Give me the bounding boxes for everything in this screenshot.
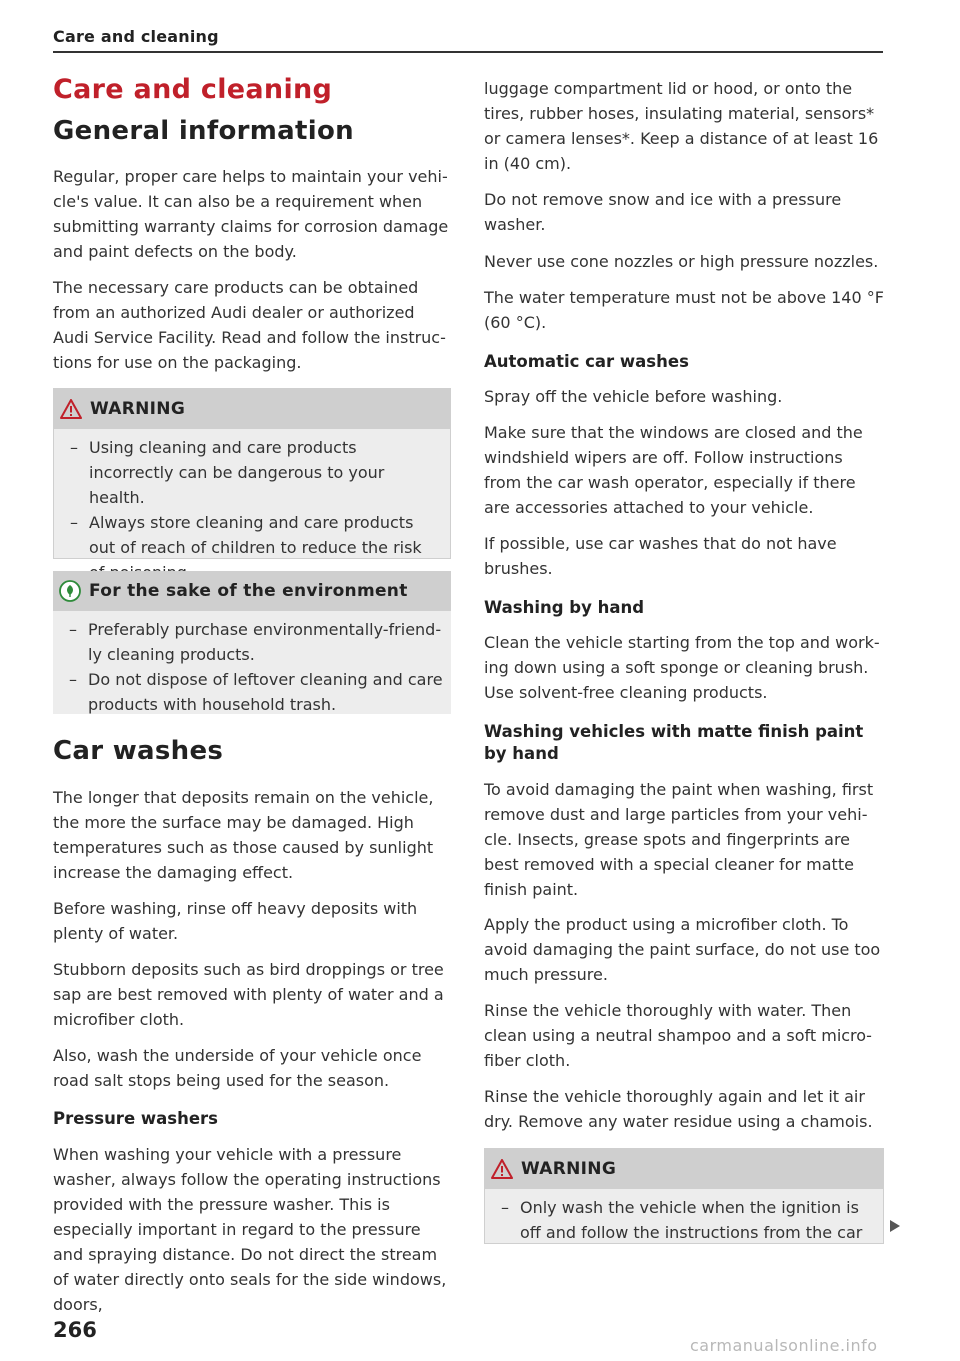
header-rule [53, 51, 883, 53]
paragraph-matte-2: Apply the product using a microfiber cloth. To avoid damaging the paint surface, do not use too much pressure. [484, 915, 881, 984]
subheading-automatic: Automatic car washes [484, 352, 689, 371]
paragraph-general-2: The necessary care products can be obtained from an authorized Audi dealer or authorized Audi Service Facility. Read and follow the instructions for use on the packaging. [53, 278, 446, 372]
warning-header [54, 389, 450, 429]
warning-triangle-icon [491, 1159, 513, 1179]
paragraph-carwash-4: Also, wash the underside of your vehicle once road salt stops being used for the season. [53, 1046, 422, 1090]
continue-arrow-icon [890, 1220, 900, 1232]
paragraph-auto-2: Make sure that the windows are closed and the windshield wipers are off. Follow instructions from the car wash operator, especially if there are accessories attached to your vehicle. [484, 423, 863, 517]
paragraph-hand-1: Clean the vehicle starting from the top and working down using a soft sponge or cleaning brush. Use solvent-free cleaning products. [484, 633, 880, 702]
subheading-pressure-washers: Pressure washers [53, 1109, 218, 1128]
environment-leaf-icon [59, 580, 81, 602]
section-heading-car-washes: Car washes [53, 736, 224, 766]
chapter-title: Care and cleaning [53, 74, 333, 105]
paragraph-snow: Do not remove snow and ice with a pressure washer. [484, 190, 842, 234]
environment-box [53, 571, 451, 714]
warning-label: WARNING [90, 399, 186, 419]
paragraph-matte-4: Rinse the vehicle thoroughly again and let it air dry. Remove any water residue using a chamois. [484, 1087, 873, 1131]
warning-label: WARNING [521, 1159, 617, 1179]
subheading-hand: Washing by hand [484, 598, 645, 617]
running-head: Care and cleaning [53, 27, 219, 46]
paragraph-pressure-cont: luggage compartment lid or hood, or onto the tires, rubber hoses, insulating material, sensors* or camera lenses*. Keep a distance of at least 16 in (40 cm). [484, 79, 879, 173]
paragraph-auto-1: Spray off the vehicle before washing. [484, 387, 783, 406]
warning-header [485, 1149, 883, 1189]
section-heading-general: General information [53, 116, 354, 146]
warning-list [485, 1189, 883, 1253]
warning-triangle-icon [60, 399, 82, 419]
watermark: carmanualsonline.info [690, 1336, 878, 1355]
paragraph-matte-3: Rinse the vehicle thoroughly with water. Then clean using a neutral shampoo and a soft microfiber cloth. [484, 1001, 872, 1070]
paragraph-auto-3: If possible, use car washes that do not have brushes. [484, 534, 837, 578]
warning-box-right [484, 1148, 884, 1244]
paragraph-matte-1: To avoid damaging the paint when washing, first remove dust and large particles from your vehicle. Insects, grease spots and fingerprints are best removed with a special cleaner for matte finish paint. [484, 780, 874, 899]
warning-item: – Using cleaning and care products incorrectly can be dangerous to your health. [70, 438, 385, 507]
paragraph-carwash-2: Before washing, rinse off heavy deposits with plenty of water. [53, 899, 418, 943]
paragraph-nozzles: Never use cone nozzles or high pressure nozzles. [484, 252, 879, 271]
paragraph-temperature: The water temperature must not be above 140 °F (60 °C). [484, 288, 884, 332]
warning-item: – Always store cleaning and care products out of reach of children to reduce the risk [70, 513, 422, 557]
paragraph-pressure-1: When washing your vehicle with a pressure washer, always follow the operating instructions provided with the pressure washer. This is especially important in regard to the pressure and spraying distance. Do not direct the stream of water directly onto seals for the side windows, doors, [53, 1145, 447, 1314]
environment-item: – Do not dispose of leftover cleaning and care products with household trash. [69, 670, 443, 714]
page-number: 266 [53, 1318, 97, 1342]
paragraph-carwash-1: The longer that deposits remain on the vehicle, the more the surface may be damaged. High temperatures such as those caused by sunlight increase the damaging effect. [53, 788, 434, 882]
environment-label: For the sake of the environment [89, 581, 408, 601]
environment-item: – Preferably purchase environmentally-friendly cleaning products. [69, 620, 442, 664]
warning-box-left [53, 388, 451, 559]
paragraph-carwash-3: Stubborn deposits such as bird droppings or tree sap are best removed with plenty of water and a microfiber cloth. [53, 960, 444, 1029]
warning-item: – Only wash the vehicle when the ignition is off and follow the instructions from the car [501, 1198, 863, 1242]
paragraph-general-1: Regular, proper care helps to maintain your vehicle's value. It can also be a requirement when submitting warranty claims for corrosion damage and paint defects on the body. [53, 167, 449, 261]
environment-list [53, 611, 451, 725]
environment-header [53, 571, 451, 611]
subheading-matte: Washing vehicles with matte finish paint by hand [484, 722, 864, 763]
warning-list [54, 429, 450, 593]
